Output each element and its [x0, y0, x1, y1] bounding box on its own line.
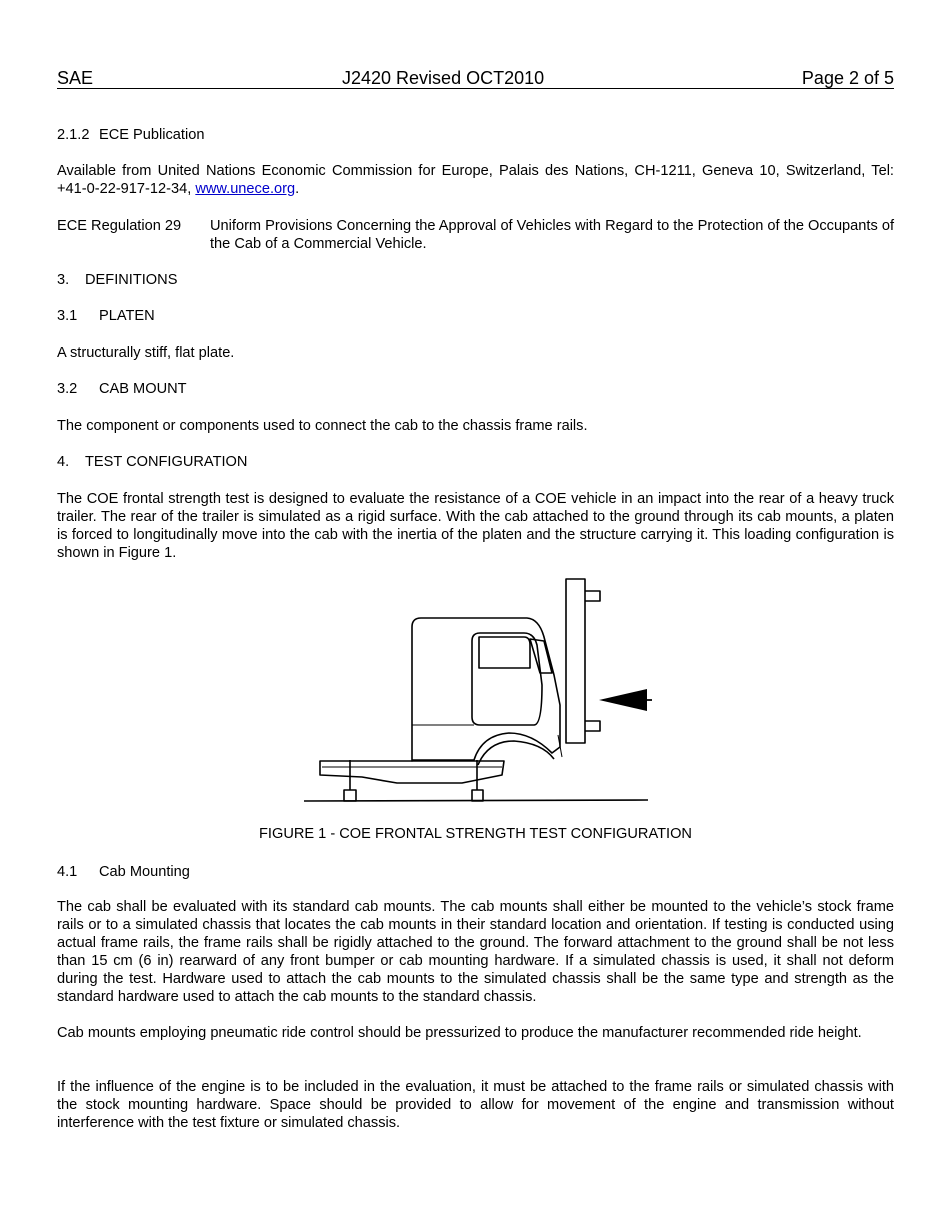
section-number: 3. — [57, 272, 70, 288]
page-header — [57, 68, 894, 89]
figure-caption: FIGURE 1 - COE FRONTAL STRENGTH TEST CONFIGURATION — [259, 826, 692, 842]
section-title: TEST CONFIGURATION — [85, 454, 248, 470]
section-title: Cab Mounting — [99, 864, 190, 880]
ece-availability-end: . — [295, 181, 300, 197]
ece-regulation-entry — [57, 217, 894, 253]
coe-test-figure — [302, 575, 652, 810]
section-title: CAB MOUNT — [99, 381, 187, 397]
section-heading-2-1-2 — [57, 126, 894, 144]
section-number: 3.2 — [57, 381, 78, 397]
force-arrow-head — [599, 689, 647, 711]
section-number: 2.1.2 — [57, 127, 90, 143]
header-page-number: Page 2 of 5 — [801, 68, 894, 88]
ece-regulation-label: ECE Regulation 29 — [57, 218, 182, 234]
section-number: 4.1 — [57, 864, 78, 880]
ece-availability-paragraph — [57, 162, 894, 198]
header-org: SAE — [57, 68, 94, 88]
cab-mount-definition: The component or components used to connect the cab to the chassis frame rails. — [57, 418, 588, 434]
section-title: DEFINITIONS — [85, 272, 178, 288]
section-number: 4. — [57, 454, 70, 470]
section-number: 3.1 — [57, 308, 78, 324]
cab-mounting-paragraph-1: The cab shall be evaluated with its standard cab mounts. The cab mounts shall either be mounted to the vehicle’s stock frame rails or to a simulated chassis that locates the cab mounts in their standard location and orientation. If testing is conducted using actual frame rails, the frame rails shall be rigidly attached to the ground. The forward attachment to the ground shall be not less than 15 cm (6 in) rearward of any front bumper or cab mounting hardware. If a simulated chassis is used, it shall not deform during the test. Hardware used to attach the cab mounts to the simulated chassis shall be the same type and strength as the standard hardware used to attach the cab mounts to the standard chassis. — [57, 899, 894, 1005]
section-heading-3 — [57, 271, 894, 289]
unece-link[interactable]: www.unece.org — [195, 181, 296, 197]
section-heading-3-2 — [57, 380, 894, 398]
section-heading-3-1 — [57, 307, 894, 325]
platen-lower-arm — [585, 721, 600, 731]
header-doc-id: J2420 Revised OCT2010 — [342, 68, 545, 88]
cab-mounting-paragraph-2: Cab mounts employing pneumatic ride control should be pressurized to produce the manufacturer recommended ride height. — [57, 1025, 862, 1041]
section-title: PLATEN — [99, 308, 155, 324]
ece-availability-text: Available from United Nations Economic Commission for Europe, Palais des Nations, CH-1211, Geneva 10, Switzerland, Tel: +41-0-22-917-12-34, — [57, 163, 894, 197]
platen-upper-arm — [585, 591, 600, 601]
ece-regulation-text: Uniform Provisions Concerning the Approval of Vehicles with Regard to the Protection of the Occupants of the Cab of a Commercial Vehicle. — [210, 218, 894, 252]
section-heading-4-1 — [57, 863, 894, 881]
section-heading-4 — [57, 453, 894, 471]
platen — [566, 579, 585, 743]
test-configuration-paragraph: The COE frontal strength test is designed to evaluate the resistance of a COE vehicle in an impact into the rear of a heavy truck trailer. The rear of the trailer is simulated as a rigid surface. With the cab attached to the ground through its cab mounts, a platen is forced to longitudinally move into the cab with the inertia of the platen and the structure carrying it. This loading configuration is shown in Figure 1. — [57, 491, 894, 561]
rear-cab-mount — [344, 760, 356, 801]
platen-definition: A structurally stiff, flat plate. — [57, 345, 235, 361]
section-title: ECE Publication — [99, 127, 205, 143]
door-window — [479, 637, 530, 668]
cab-mounting-paragraph-3: If the influence of the engine is to be included in the evaluation, it must be attached to the frame rails or simulated chassis with the stock mounting hardware. Space should be provided to allow for movement of the engine and transmission without interference with the test fixture or simulated chassis. — [57, 1079, 894, 1131]
